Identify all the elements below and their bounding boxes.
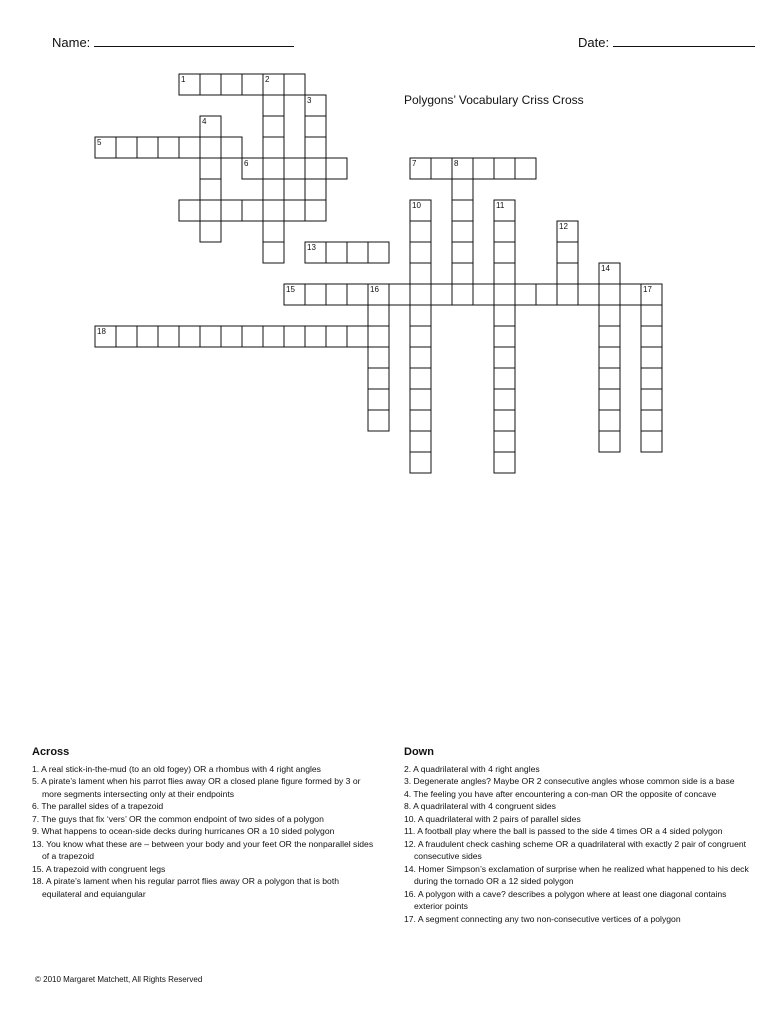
grid-cell[interactable] [200,200,221,221]
grid-cell[interactable] [494,452,515,473]
clue-number: 8 [454,159,459,168]
grid-cell[interactable] [284,200,305,221]
grid-cell[interactable] [410,452,431,473]
grid-cell[interactable] [158,137,179,158]
clue-number: 1 [181,75,186,84]
grid-cell[interactable] [137,137,158,158]
clue-number: 17 [643,285,652,294]
grid-cell[interactable] [557,263,578,284]
grid-cell[interactable] [641,305,662,326]
clue-number: 10 [412,201,421,210]
down-clue-4: 4. The feeling you have after encountering a con-man OR the opposite of concave [404,788,717,799]
grid-cell[interactable] [515,158,536,179]
grid-cell[interactable] [179,200,200,221]
down-clue-16: 16. A polygon with a cave? describes a polygon where at least one diagonal contains exterior points [404,888,727,911]
grid-cell[interactable] [452,284,473,305]
clue-number: 5 [97,138,102,147]
grid-cell[interactable] [242,326,263,347]
grid-cell[interactable] [452,242,473,263]
grid-cell[interactable] [200,137,221,158]
grid-cell[interactable] [494,410,515,431]
grid-cell[interactable] [200,74,221,95]
grid-cell[interactable] [599,389,620,410]
grid-cell[interactable] [368,305,389,326]
grid-cell[interactable] [431,158,452,179]
grid-cell[interactable] [305,116,326,137]
grid-cell[interactable] [284,158,305,179]
grid-cell[interactable] [263,137,284,158]
grid-cell[interactable] [347,284,368,305]
grid-cell[interactable] [410,431,431,452]
clue-number: 13 [307,243,316,252]
grid-cell[interactable] [263,242,284,263]
grid-cell[interactable] [116,326,137,347]
grid-cell[interactable] [368,326,389,347]
copyright-notice: © 2010 Margaret Matchett, All Rights Reserved [35,975,203,984]
clue-number: 15 [286,285,295,294]
grid-cell[interactable] [179,137,200,158]
grid-cell[interactable] [599,368,620,389]
grid-cell[interactable] [452,179,473,200]
across-clue-7: 7. The guys that fix ‘vers’ OR the common endpoint of two sides of a polygon [32,813,324,824]
grid-cell[interactable] [599,305,620,326]
grid-cell[interactable] [515,284,536,305]
grid-cell[interactable] [410,263,431,284]
grid-cell[interactable] [242,74,263,95]
down-clue-3: 3. Degenerate angles? Maybe OR 2 consecutive angles whose common side is a base [404,776,735,786]
grid-cell[interactable] [305,137,326,158]
grid-cell[interactable] [347,242,368,263]
grid-cell[interactable] [641,410,662,431]
grid-cell[interactable] [473,284,494,305]
grid-cell[interactable] [410,347,431,368]
grid-cell[interactable] [410,326,431,347]
clue-number: 18 [97,327,106,336]
grid-cell[interactable] [221,74,242,95]
grid-cell[interactable] [179,326,200,347]
grid-cell[interactable] [641,347,662,368]
grid-cell[interactable] [410,305,431,326]
grid-cell[interactable] [326,242,347,263]
down-clue-14: 14. Homer Simpson’s exclamation of surprise when he realized what happened to his deck during the tornado OR a 12 sided polygon [404,863,749,886]
grid-cell[interactable] [305,179,326,200]
grid-cell[interactable] [494,431,515,452]
clue-number: 3 [307,96,312,105]
grid-cell[interactable] [326,158,347,179]
grid-cell[interactable] [305,326,326,347]
clue-number: 7 [412,159,417,168]
grid-cell[interactable] [641,326,662,347]
grid-cell[interactable] [494,221,515,242]
grid-cell[interactable] [200,179,221,200]
across-clue-5: 5. A pirate’s lament when his parrot flies away OR a closed plane figure formed by 3 or more segments intersecting only at their endpoints [32,776,361,799]
puzzle-title: Polygons’ Vocabulary Criss Cross [404,93,584,107]
grid-cell[interactable] [389,284,410,305]
grid-cell[interactable] [263,95,284,116]
grid-cell[interactable] [263,116,284,137]
grid-cell[interactable] [221,326,242,347]
grid-cell[interactable] [368,347,389,368]
across-heading: Across [32,746,70,758]
grid-cell[interactable] [494,284,515,305]
grid-cell[interactable] [410,389,431,410]
down-clue-11: 11. A football play where the ball is passed to the side 4 times OR a 4 sided polygon [404,826,723,836]
grid-cell[interactable] [494,347,515,368]
grid-cell[interactable] [305,284,326,305]
clue-number: 11 [496,201,505,210]
grid-cell[interactable] [641,431,662,452]
grid-cell[interactable] [263,221,284,242]
across-clue-15: 15. A trapezoid with congruent legs [32,863,166,874]
grid-cell[interactable] [368,368,389,389]
grid-cell[interactable] [557,284,578,305]
grid-cell[interactable] [326,284,347,305]
across-clue-1: 1. A real stick-in-the-mud (to an old fogey) OR a rhombus with 4 right angles [32,763,321,774]
across-clues [32,746,377,900]
grid-cell[interactable] [536,284,557,305]
grid-cell[interactable] [263,200,284,221]
grid-cell[interactable] [599,284,620,305]
grid-cell[interactable] [242,200,263,221]
grid-cell[interactable] [368,389,389,410]
grid-cell[interactable] [473,158,494,179]
down-clue-2: 2. A quadrilateral with 4 right angles [404,763,540,774]
name-label: Name: [52,35,91,50]
across-clue-18: 18. A pirate’s lament when his regular parrot flies away OR a polygon that is both equilateral and equiangular [32,876,339,899]
grid-cell[interactable] [410,221,431,242]
grid-cell[interactable] [557,242,578,263]
grid-cell[interactable] [620,284,641,305]
grid-cell[interactable] [410,368,431,389]
clue-number: 2 [265,75,270,84]
grid-cell[interactable] [326,326,347,347]
grid-cell[interactable] [599,431,620,452]
grid-cell[interactable] [200,326,221,347]
grid-cell[interactable] [494,263,515,284]
down-clue-12: 12. A fraudulent check cashing scheme OR a quadrilateral with exactly 2 pair of congruent consecutive sides [404,838,747,861]
clue-number: 16 [370,285,379,294]
across-clue-9: 9. What happens to ocean-side decks during hurricanes OR a 10 sided polygon [32,826,335,836]
grid-cell[interactable] [221,137,242,158]
clue-number: 6 [244,159,249,168]
grid-cell[interactable] [200,221,221,242]
down-clue-8: 8. A quadrilateral with 4 congruent sides [404,801,556,811]
grid-cell[interactable] [641,389,662,410]
grid-cell[interactable] [494,326,515,347]
grid-cell[interactable] [221,200,242,221]
grid-cell[interactable] [494,389,515,410]
down-clue-10: 10. A quadrilateral with 2 pairs of parallel sides [404,813,581,824]
grid-cell[interactable] [263,158,284,179]
grid-cell[interactable] [305,158,326,179]
grid-cell[interactable] [599,326,620,347]
clue-number: 12 [559,222,568,231]
clue-number: 4 [202,117,207,126]
grid-cell[interactable] [410,410,431,431]
grid-cell[interactable] [452,221,473,242]
grid-cell[interactable] [494,368,515,389]
down-heading: Down [404,746,434,758]
grid-cell[interactable] [410,242,431,263]
down-clue-17: 17. A segment connecting any two non-consecutive vertices of a polygon [404,913,681,924]
grid-cell[interactable] [263,326,284,347]
clue-number: 14 [601,264,610,273]
grid-cell[interactable] [263,179,284,200]
grid-cell[interactable] [410,284,431,305]
down-clues [404,746,754,925]
grid-cell[interactable] [284,74,305,95]
across-clue-6: 6. The parallel sides of a trapezoid [32,801,164,811]
grid-cell[interactable] [452,263,473,284]
grid-cell[interactable] [347,326,368,347]
grid-cell[interactable] [599,410,620,431]
grid-cell[interactable] [494,305,515,326]
grid-cell[interactable] [452,200,473,221]
grid-cell[interactable] [137,326,158,347]
grid-cell[interactable] [368,242,389,263]
grid-cell[interactable] [641,368,662,389]
grid-cell[interactable] [578,284,599,305]
across-clue-13: 13. You know what these are – between your body and your feet OR the nonparallel sides of a trapezoid [32,838,374,861]
grid-cell[interactable] [494,158,515,179]
grid-cell[interactable] [431,284,452,305]
grid-cell[interactable] [116,137,137,158]
grid-cell[interactable] [494,242,515,263]
grid-cell[interactable] [284,326,305,347]
grid-cell[interactable] [368,410,389,431]
grid-cell[interactable] [305,200,326,221]
grid-cell[interactable] [158,326,179,347]
grid-cell[interactable] [599,347,620,368]
grid-cell[interactable] [200,158,221,179]
date-label: Date: [578,35,610,50]
